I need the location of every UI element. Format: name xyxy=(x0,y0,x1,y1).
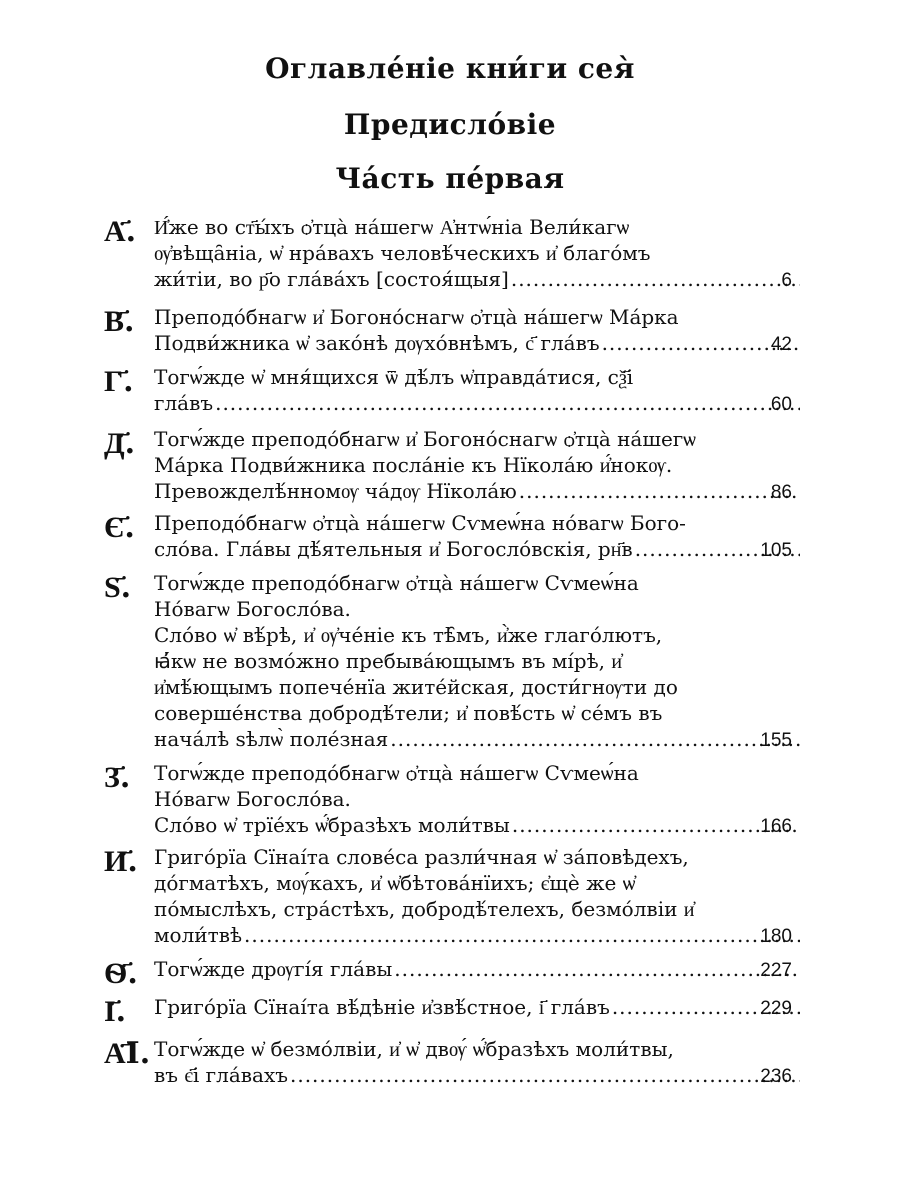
entry-line: Сло́во ѡ҆ трїе́хъ ѡ҆́бразѣхъ моли́твы xyxy=(154,813,510,837)
dot-leader xyxy=(390,726,800,752)
toc-entry xyxy=(104,510,800,564)
entry-line: Григо́рїа Сїнаі́та слове́са разли́чная ѡ҆ за́повѣдехъ, xyxy=(154,845,689,869)
entry-last-line xyxy=(154,726,800,752)
entry-line: и҆мѣ́ющымъ попече́нїа жите́йская, дости́гнѹти до xyxy=(154,675,678,699)
toc-entry xyxy=(104,570,800,754)
entry-number: А҃І. xyxy=(104,1036,151,1071)
entry-number: Г҃. xyxy=(104,364,134,399)
entry-text xyxy=(154,510,800,562)
entry-text xyxy=(154,994,800,1020)
entry-line: Тогѡ́жде преподо́бнагѡ ѻ҆тца̀ на́шегѡ Сѵмеѡ́на xyxy=(154,761,639,785)
page-title: Оглавле́ніе кни́ги сея̀ xyxy=(265,52,635,85)
toc-entry xyxy=(104,1036,800,1090)
dot-leader xyxy=(512,812,800,838)
dot-leader xyxy=(511,266,800,292)
entry-line: до́гматѣхъ, мѹ́кахъ, и҆ ѡ҆бѣтова́нїихъ; є҆щѐ же ѡ҆ xyxy=(154,871,636,895)
entry-last-line xyxy=(154,1062,800,1088)
entry-page-number: 155 xyxy=(760,730,792,751)
entry-last-line xyxy=(154,266,800,292)
entry-number: І҃. xyxy=(104,994,127,1029)
entry-last-line xyxy=(154,994,800,1020)
entry-page-number: 229 xyxy=(760,998,792,1019)
entry-line: Сло́во ѡ҆ вѣ́рѣ, и҆ ѹ҆че́ніе къ тѣ̑мъ, и҆̀же глаго́лютъ, xyxy=(154,623,663,647)
toc-entry xyxy=(104,956,800,991)
entry-number: А҃. xyxy=(104,214,137,249)
entry-line: нача́лѣ ѕѣлѡ̀ поле́зная xyxy=(154,727,389,751)
entry-line: сло́ва. Гла́вы дѣ́ятельныя и҆ Богосло́вскія, рн҃в xyxy=(154,537,633,561)
toc-entry xyxy=(104,426,800,506)
toc-entry xyxy=(104,364,800,418)
entry-line: ѹ҆вѣща̑ніа, ѡ҆ нра́вахъ человѣ́ческихъ и҆ благо́мъ xyxy=(154,241,651,265)
entry-text xyxy=(154,426,800,504)
dot-leader xyxy=(290,1062,800,1088)
entry-line: соверше́нства добродѣ́тели; и҆ повѣ́сть ѡ҆ се́мъ въ xyxy=(154,701,663,725)
toc-entry xyxy=(104,844,800,950)
entry-line: Но́вагѡ Богосло́ва. xyxy=(154,787,351,811)
entry-page-number: 60 xyxy=(770,394,792,415)
entry-last-line xyxy=(154,478,800,504)
entry-text xyxy=(154,304,800,356)
entry-line: жи́тіи, во р҃о гла́ва́хъ [состоя́щыя] xyxy=(154,267,509,291)
entry-line: И҆́же во ст҃ы́хъ ѻ҆тца̀ на́шегѡ А҆нтѡ́ніа Вели́кагѡ xyxy=(154,215,630,239)
entry-number: В҃. xyxy=(104,304,135,339)
entry-line: Тогѡ́жде преподо́бнагѡ и҆ Богоно́снагѡ ѻ҆тца̀ на́шегѡ xyxy=(154,427,696,451)
toc-entry xyxy=(104,214,800,294)
entry-page-number: 6 xyxy=(781,270,792,291)
entry-line: Тогѡ́жде преподо́бнагѡ ѻ҆тца̀ на́шегѡ Сѵмеѡ́на xyxy=(154,571,639,595)
entry-page-number: 105 xyxy=(760,540,792,561)
entry-page-number: 86 xyxy=(770,482,792,503)
toc-entry xyxy=(104,994,800,1029)
entry-text xyxy=(154,760,800,838)
entry-number: И҃. xyxy=(104,844,138,879)
entry-last-line xyxy=(154,390,800,416)
entry-text xyxy=(154,956,800,982)
entry-line: гла́въ xyxy=(154,391,214,415)
toc-entry xyxy=(104,760,800,840)
entry-page-number: 227 xyxy=(760,960,792,981)
entry-line: въ є҃і гла́вахъ xyxy=(154,1063,288,1087)
entry-line: Тогѡ́жде ѡ҆ безмо́лвіи, и҆ ѡ҆ двѹ́ ѡ҆́бразѣхъ моли́твы, xyxy=(154,1037,674,1061)
entry-number: З҃. xyxy=(104,760,131,795)
dot-leader xyxy=(394,956,800,982)
entry-last-line xyxy=(154,536,800,562)
entry-last-line xyxy=(154,812,800,838)
entry-number: Ѳ҃. xyxy=(104,956,138,991)
entry-line: ꙗ҆́кѡ не возмо́жно пребыва́ющымъ въ мі́рѣ, и҆ xyxy=(154,649,623,673)
preface-heading: Предисло́віе xyxy=(343,108,557,141)
entry-last-line xyxy=(154,330,800,356)
entry-text xyxy=(154,214,800,292)
entry-line: моли́твѣ xyxy=(154,923,243,947)
dot-leader xyxy=(519,478,800,504)
entry-line: Ма́рка Подви́жника посла́ніе къ Нїкола́ю и҆́нокѹ. xyxy=(154,453,673,477)
entry-line: Но́вагѡ Богосло́ва. xyxy=(154,597,351,621)
entry-number: Ѕ҃. xyxy=(104,570,132,605)
entry-text xyxy=(154,364,800,416)
toc-entry xyxy=(104,304,800,358)
entry-text xyxy=(154,1036,800,1088)
entry-line: Преподо́бнагѡ и҆ Богоно́снагѡ ѻ҆тца̀ на́шегѡ Ма́рка xyxy=(154,305,679,329)
entry-page-number: 236 xyxy=(760,1066,792,1087)
entry-line: Превожделѣ́нномѹ ча́дѹ Нїкола́ю xyxy=(154,479,517,503)
entry-line: Тогѡ́жде дрѹгі́я гла́вы xyxy=(154,957,393,981)
entry-last-line xyxy=(154,922,800,948)
entry-last-line xyxy=(154,956,800,982)
entry-page-number: 42 xyxy=(770,334,792,355)
dot-leader xyxy=(215,390,800,416)
dot-leader xyxy=(244,922,800,948)
entry-number: Д҃. xyxy=(104,426,136,461)
entry-line: Григо́рїа Сїнаі́та вѣ́дѣніе и҆звѣ́стное, і҃ гла́въ xyxy=(154,995,610,1019)
entry-text xyxy=(154,844,800,948)
entry-line: Подви́жника ѡ҆ зако́нѣ дѹхо́внѣмъ, с҃ гла́въ xyxy=(154,331,600,355)
entry-line: Тогѡ́жде ѡ҆ мня́щихся ѿ дѣ́лъ ѡ҆правда́тися, сѯ҃і xyxy=(154,365,634,389)
entry-text xyxy=(154,570,800,752)
entry-line: по́мыслѣхъ, стра́стѣхъ, добродѣ́телехъ, безмо́лвіи и҆ xyxy=(154,897,695,921)
entry-page-number: 166 xyxy=(760,816,792,837)
entry-line: Преподо́бнагѡ ѻ҆тца̀ на́шегѡ Сѵмеѡ́на но́вагѡ Бого- xyxy=(154,511,686,535)
entry-number: Є҃. xyxy=(104,510,135,545)
entry-page-number: 180 xyxy=(760,926,792,947)
part-heading: Ча́сть пе́рвая xyxy=(335,162,565,195)
